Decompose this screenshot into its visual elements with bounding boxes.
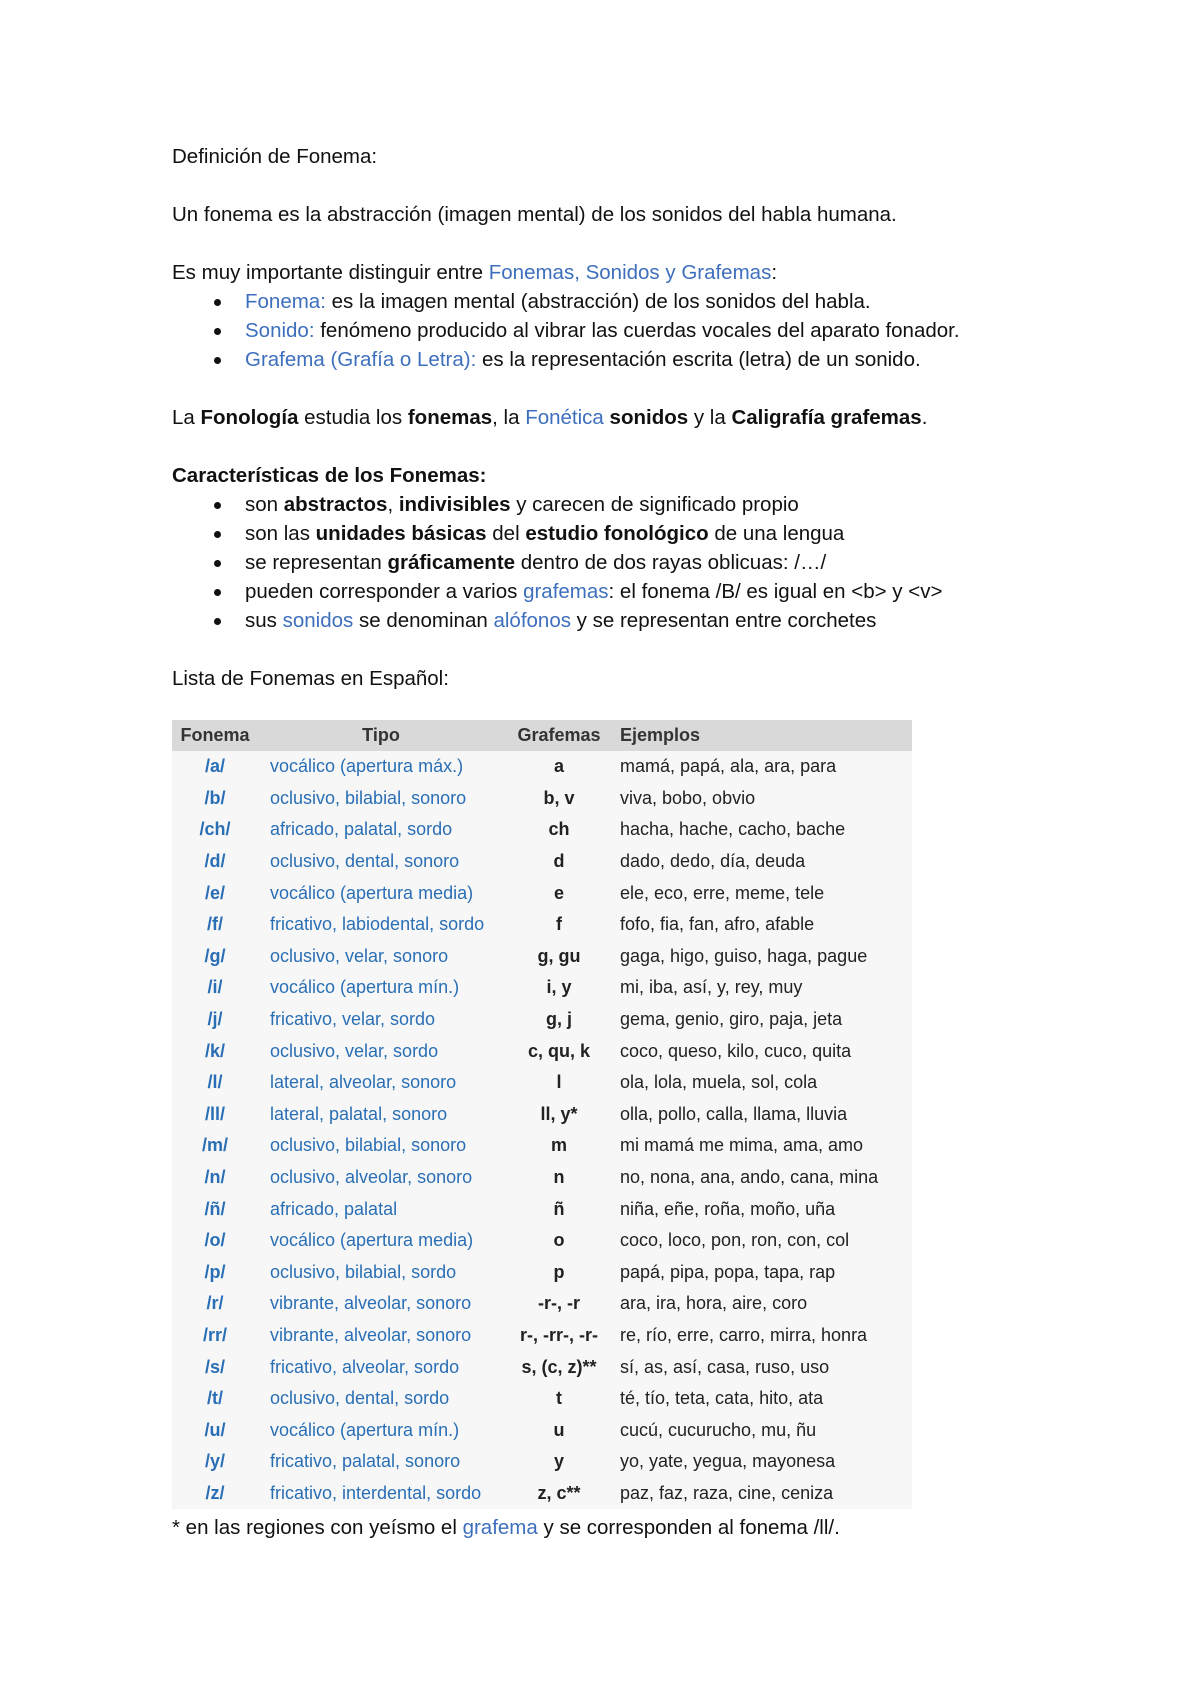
cell-ejemplos: hacha, hache, cacho, bache: [614, 814, 912, 846]
cell-grafemas: l: [504, 1067, 614, 1099]
cell-tipo: vocálico (apertura media): [258, 1225, 504, 1257]
cell-tipo: fricativo, alveolar, sordo: [258, 1351, 504, 1383]
cell-ejemplos: mi, iba, así, y, rey, muy: [614, 972, 912, 1004]
study-bold: Fonología: [200, 406, 299, 429]
cell-ejemplos: mi mamá me mima, ama, amo: [614, 1130, 912, 1162]
cell-fonema: /s/: [172, 1351, 258, 1383]
cell-fonema: /ñ/: [172, 1193, 258, 1225]
cell-grafemas: m: [504, 1130, 614, 1162]
header-ejemplos: Ejemplos: [614, 720, 912, 751]
cell-tipo: vocálico (apertura máx.): [258, 751, 504, 783]
cell-fonema: /p/: [172, 1257, 258, 1289]
characteristic-bold: abstractos: [283, 493, 388, 516]
characteristic-text: y carecen de significado propio: [510, 493, 799, 516]
phoneme-table-wrap: [172, 720, 912, 1509]
cell-tipo: africado, palatal, sordo: [258, 814, 504, 846]
phoneme-table: [172, 720, 912, 1509]
cell-grafemas: i, y: [504, 972, 614, 1004]
cell-tipo: vibrante, alveolar, sonoro: [258, 1288, 504, 1320]
table-row: [172, 1035, 912, 1067]
definition: Un fonema es la abstracción (imagen mental) de los sonidos del habla humana.: [172, 203, 897, 226]
table-row: [172, 1225, 912, 1257]
table-row: [172, 1320, 912, 1352]
characteristic-bold: indivisibles: [398, 493, 511, 516]
list-title: Lista de Fonemas en Español:: [172, 667, 449, 690]
list-item: [172, 606, 1072, 635]
cell-grafemas: t: [504, 1383, 614, 1415]
term-text: es la representación escrita (letra) de un sonido.: [476, 348, 921, 371]
cell-fonema: /l/: [172, 1067, 258, 1099]
term: Fonema:: [245, 290, 326, 313]
cell-ejemplos: té, tío, teta, cata, hito, ata: [614, 1383, 912, 1415]
cell-grafemas: c, qu, k: [504, 1035, 614, 1067]
characteristic-text: son: [245, 493, 284, 516]
table-row: [172, 1067, 912, 1099]
list-item: [172, 519, 1072, 548]
cell-grafemas: r-, -rr-, -r-: [504, 1320, 614, 1352]
cell-fonema: /k/: [172, 1035, 258, 1067]
table-row: [172, 783, 912, 815]
cell-ejemplos: dado, dedo, día, deuda: [614, 846, 912, 878]
study-text: La: [172, 406, 201, 429]
cell-fonema: /b/: [172, 783, 258, 815]
cell-ejemplos: ele, eco, erre, meme, tele: [614, 877, 912, 909]
cell-ejemplos: niña, eñe, roña, moño, uña: [614, 1193, 912, 1225]
cell-fonema: /t/: [172, 1383, 258, 1415]
cell-grafemas: e: [504, 877, 614, 909]
cell-fonema: /ch/: [172, 814, 258, 846]
cell-fonema: /rr/: [172, 1320, 258, 1352]
list-item: [172, 548, 1072, 577]
header-tipo: Tipo: [258, 720, 504, 751]
cell-grafemas: z, c**: [504, 1478, 614, 1510]
table-row: [172, 1099, 912, 1131]
characteristics-heading: [172, 461, 1072, 490]
document: [172, 142, 1072, 1542]
cell-grafemas: s, (c, z)**: [504, 1351, 614, 1383]
cell-grafemas: u: [504, 1414, 614, 1446]
cell-tipo: oclusivo, bilabial, sonoro: [258, 783, 504, 815]
cell-ejemplos: paz, faz, raza, cine, ceniza: [614, 1478, 912, 1510]
table-row: [172, 909, 912, 941]
table-row: [172, 1414, 912, 1446]
characteristics-heading-text: Características de los Fonemas:: [172, 464, 487, 487]
characteristic-text: se representan: [245, 551, 388, 574]
study-text: , la: [492, 406, 526, 429]
cell-tipo: vocálico (apertura media): [258, 877, 504, 909]
cell-fonema: /m/: [172, 1130, 258, 1162]
cell-fonema: /o/: [172, 1225, 258, 1257]
characteristic-text: de una lengua: [708, 522, 845, 545]
cell-fonema: /a/: [172, 751, 258, 783]
cell-grafemas: b, v: [504, 783, 614, 815]
list-item: [172, 316, 1072, 345]
cell-grafemas: o: [504, 1225, 614, 1257]
table-header-row: [172, 720, 912, 751]
cell-ejemplos: mamá, papá, ala, ara, para: [614, 751, 912, 783]
table-row: [172, 751, 912, 783]
distinguish-after: :: [771, 261, 778, 284]
characteristic-bold: estudio fonológico: [525, 522, 709, 545]
table-row: [172, 1478, 912, 1510]
footnote: [172, 1513, 1072, 1542]
cell-tipo: oclusivo, velar, sordo: [258, 1035, 504, 1067]
cell-fonema: /u/: [172, 1414, 258, 1446]
cell-tipo: africado, palatal: [258, 1193, 504, 1225]
table-row: [172, 814, 912, 846]
cell-fonema: /d/: [172, 846, 258, 878]
cell-fonema: /i/: [172, 972, 258, 1004]
cell-ejemplos: coco, queso, kilo, cuco, quita: [614, 1035, 912, 1067]
cell-fonema: /ll/: [172, 1099, 258, 1131]
characteristic-text: pueden corresponder a varios: [245, 580, 524, 603]
distinguish-intro: [172, 258, 1072, 287]
header-grafemas: Grafemas: [504, 720, 614, 751]
characteristic-text: son las: [245, 522, 316, 545]
footnote-text: y se corresponden al fonema /ll/.: [537, 1516, 840, 1540]
cell-tipo: fricativo, velar, sordo: [258, 1004, 504, 1036]
list-item: [172, 287, 1072, 316]
title: Definición de Fonema:: [172, 145, 378, 168]
cell-tipo: oclusivo, bilabial, sordo: [258, 1257, 504, 1289]
header-fonema: Fonema: [172, 720, 258, 751]
cell-fonema: /y/: [172, 1446, 258, 1478]
cell-tipo: vibrante, alveolar, sonoro: [258, 1320, 504, 1352]
characteristic-bold: unidades básicas: [315, 522, 487, 545]
study-text: y la: [688, 406, 732, 429]
characteristic-text: se denominan: [353, 609, 494, 632]
study-bold: fonemas: [407, 406, 493, 429]
cell-ejemplos: gaga, higo, guiso, haga, pague: [614, 941, 912, 973]
characteristic-text: : el fonema /B/ es igual en <b> y <v>: [608, 580, 943, 603]
study-bold: Caligrafía grafemas: [731, 406, 922, 429]
cell-ejemplos: gema, genio, giro, paja, jeta: [614, 1004, 912, 1036]
cell-grafemas: a: [504, 751, 614, 783]
cell-fonema: /n/: [172, 1162, 258, 1194]
table-row: [172, 972, 912, 1004]
table-row: [172, 1446, 912, 1478]
cell-tipo: vocálico (apertura mín.): [258, 1414, 504, 1446]
cell-ejemplos: yo, yate, yegua, mayonesa: [614, 1446, 912, 1478]
cell-ejemplos: no, nona, ana, ando, cana, mina: [614, 1162, 912, 1194]
cell-tipo: lateral, alveolar, sonoro: [258, 1067, 504, 1099]
cell-fonema: /e/: [172, 877, 258, 909]
list-item: [172, 577, 1072, 606]
cell-tipo: vocálico (apertura mín.): [258, 972, 504, 1004]
cell-grafemas: g, gu: [504, 941, 614, 973]
cell-tipo: oclusivo, bilabial, sonoro: [258, 1130, 504, 1162]
table-row: [172, 1162, 912, 1194]
cell-ejemplos: papá, pipa, popa, tapa, rap: [614, 1257, 912, 1289]
cell-tipo: oclusivo, dental, sonoro: [258, 846, 504, 878]
cell-tipo: fricativo, interdental, sordo: [258, 1478, 504, 1510]
study-bold: sonidos: [609, 406, 689, 429]
cell-tipo: fricativo, labiodental, sordo: [258, 909, 504, 941]
cell-fonema: /r/: [172, 1288, 258, 1320]
study-text: estudia los: [298, 406, 408, 429]
table-row: [172, 1351, 912, 1383]
cell-ejemplos: coco, loco, pon, ron, con, col: [614, 1225, 912, 1257]
footnote-text: * en las regiones con yeísmo el: [172, 1516, 463, 1540]
characteristic-text: y se representan entre corchetes: [570, 609, 877, 632]
characteristic-text: ,: [387, 493, 399, 516]
cell-tipo: oclusivo, dental, sordo: [258, 1383, 504, 1415]
table-row: [172, 877, 912, 909]
table-row: [172, 1004, 912, 1036]
study-blue: Fonética: [525, 406, 604, 429]
list-item: [172, 490, 1072, 519]
table-row: [172, 941, 912, 973]
list-item: [172, 345, 1072, 374]
cell-grafemas: ll, y*: [504, 1099, 614, 1131]
study-text: .: [921, 406, 928, 429]
cell-grafemas: y: [504, 1446, 614, 1478]
cell-ejemplos: olla, pollo, calla, llama, lluvia: [614, 1099, 912, 1131]
table-row: [172, 1193, 912, 1225]
cell-ejemplos: re, río, erre, carro, mirra, honra: [614, 1320, 912, 1352]
cell-grafemas: ch: [504, 814, 614, 846]
table-row: [172, 1288, 912, 1320]
characteristic-blue: alófonos: [493, 609, 571, 632]
table-row: [172, 1130, 912, 1162]
cell-grafemas: g, j: [504, 1004, 614, 1036]
cell-grafemas: f: [504, 909, 614, 941]
characteristics-list: [172, 490, 1072, 635]
characteristic-text: sus: [245, 609, 283, 632]
cell-ejemplos: ola, lola, muela, sol, cola: [614, 1067, 912, 1099]
term: Grafema (Grafía o Letra):: [245, 348, 477, 371]
cell-grafemas: n: [504, 1162, 614, 1194]
cell-fonema: /z/: [172, 1478, 258, 1510]
study-line: [172, 403, 1072, 432]
cell-fonema: /g/: [172, 941, 258, 973]
table-row: [172, 846, 912, 878]
cell-ejemplos: fofo, fia, fan, afro, afable: [614, 909, 912, 941]
footnote-blue: grafema: [462, 1516, 538, 1540]
cell-fonema: /f/: [172, 909, 258, 941]
cell-tipo: lateral, palatal, sonoro: [258, 1099, 504, 1131]
cell-ejemplos: ara, ira, hora, aire, coro: [614, 1288, 912, 1320]
distinguish-highlight: Fonemas, Sonidos y Grafemas: [488, 261, 772, 284]
cell-grafemas: -r-, -r: [504, 1288, 614, 1320]
characteristic-text: del: [486, 522, 526, 545]
characteristic-bold: gráficamente: [387, 551, 516, 574]
cell-ejemplos: cucú, cucurucho, mu, ñu: [614, 1414, 912, 1446]
cell-ejemplos: sí, as, así, casa, ruso, uso: [614, 1351, 912, 1383]
characteristic-blue: sonidos: [282, 609, 354, 632]
term-text: fenómeno producido al vibrar las cuerdas vocales del aparato fonador.: [314, 319, 960, 342]
cell-fonema: /j/: [172, 1004, 258, 1036]
distinguish-before: Es muy importante distinguir entre: [172, 261, 489, 284]
cell-tipo: oclusivo, velar, sonoro: [258, 941, 504, 973]
cell-grafemas: ñ: [504, 1193, 614, 1225]
distinguish-list: [172, 287, 1072, 374]
cell-grafemas: d: [504, 846, 614, 878]
term-text: es la imagen mental (abstracción) de los sonidos del habla.: [325, 290, 871, 313]
cell-grafemas: p: [504, 1257, 614, 1289]
cell-ejemplos: viva, bobo, obvio: [614, 783, 912, 815]
term: Sonido:: [245, 319, 315, 342]
characteristic-text: dentro de dos rayas oblicuas: /…/: [515, 551, 827, 574]
table-row: [172, 1383, 912, 1415]
table-row: [172, 1257, 912, 1289]
cell-tipo: fricativo, palatal, sonoro: [258, 1446, 504, 1478]
characteristic-blue: grafemas: [523, 580, 609, 603]
cell-tipo: oclusivo, alveolar, sonoro: [258, 1162, 504, 1194]
